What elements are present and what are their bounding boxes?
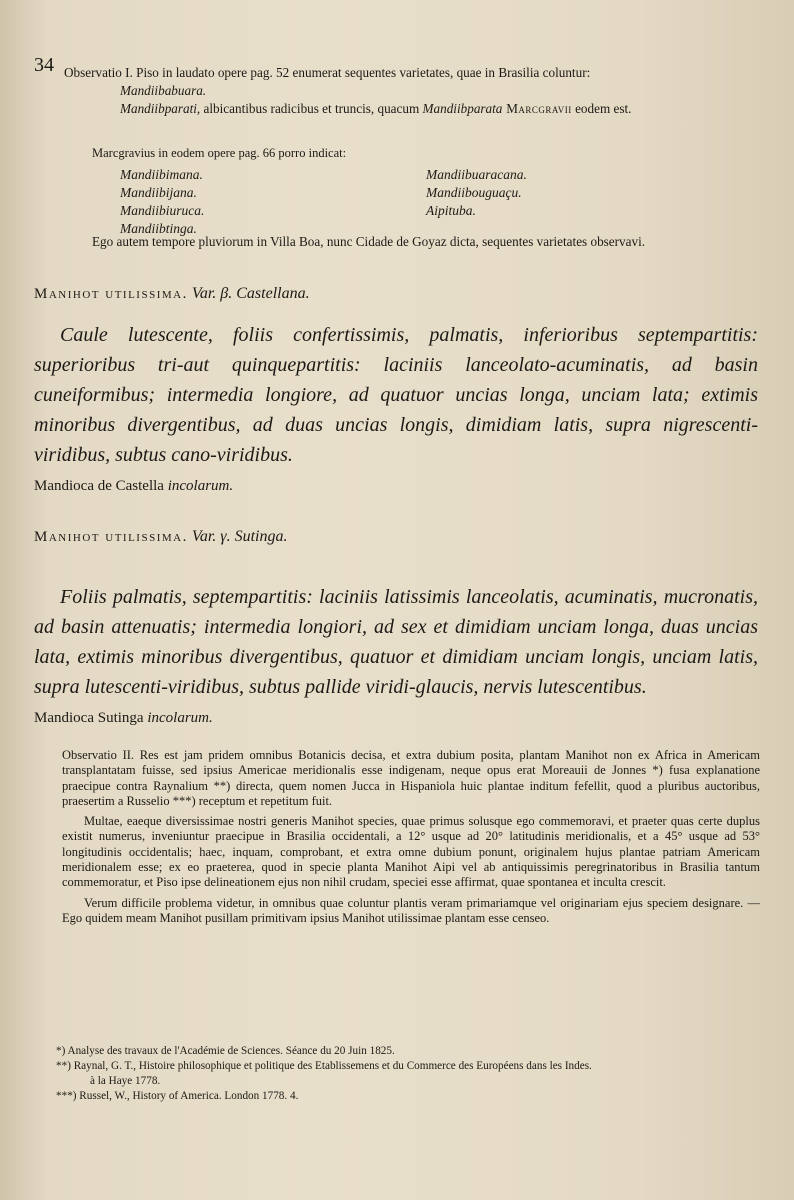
variety-name: Var. γ. Sutinga. xyxy=(187,528,288,545)
variety-line-2-name: Mandiibparati, xyxy=(120,101,201,116)
genus-name: Manihot utilissima. xyxy=(34,286,188,302)
list-item: Mandiibijana. xyxy=(120,185,197,200)
observatio-2-paragraph-1: Observatio II. Res est jam pridem omnibus Botanicis decisa, et extra dubium posita, plantam Manihot non ex Africa in Americam transplantatam fuisse, sed ipsius Americae meridionalis esse indigenam, neque opus erat Moreauii de Jonnes *) fusa explanatione praecipue contra Raynalium **) directa, quem nomen Jucca in Hispaniola huic plantae inditum fefellit, quod a pluribus auctoribus, praesertim a Russelio ***) receptum et repetitum fuit. xyxy=(62,748,760,808)
list-item: Aipituba. xyxy=(426,203,476,218)
variety-line-2-text: albicantibus radicibus et truncis, quacum xyxy=(200,101,423,116)
description-var-gamma: Foliis palmatis, septempartitis: laciniis latissimis lanceolatis, acuminatis, mucronatis, ad basin attenuatis; intermedia longiori, ad sex et dimidiam unciam longa, duas uncias lata, extimis minoribus divergentibus, quatuor et dimidiam unciam longis, unciam latis, supra lutescenti-viridibus, subtus pallide viridi-glaucis, nervis lutescentibus. xyxy=(34,586,758,698)
variety-line-2 xyxy=(64,100,754,118)
variety-line-2-author: Marcgravii xyxy=(502,101,572,116)
incolarum-label: incolarum. xyxy=(143,710,213,726)
footnote-1: *) Analyse des travaux de l'Académie de Sciences. Séance du 20 Juin 1825. xyxy=(56,1045,395,1057)
variety-name: Var. β. Castellana. xyxy=(187,285,310,302)
vernacular-name: Mandioca de Castella xyxy=(34,478,164,494)
list-item: Mandiibuaracana. xyxy=(426,167,527,182)
vernacular-var-gamma xyxy=(34,710,213,727)
heading-var-beta xyxy=(34,285,310,303)
ego-sentence: Ego autem tempore pluviorum in Villa Boa, nunc Cidade de Goyaz dicta, sequentes varietates observavi. xyxy=(92,234,646,249)
description-var-beta: Caule lutescente, foliis confertissimis, palmatis, inferioribus septempartitis: superioribus tri-aut quinquepartitis: laciniis lanceolato-acuminatis, ad basin cuneiformibus; intermedia longiore, ad quatuor uncias longa, unciam lata; extimis minoribus divergentibus, ad duas uncias longis, dimidiam latis, supra nigrescenti-viridibus, subtus cano-viridibus. xyxy=(34,324,758,466)
observatio-1-intro: Observatio I. Piso in laudato opere pag. 52 enumerat sequentes varietates, quae in Brasilia coluntur: xyxy=(64,65,591,80)
list-item: Mandiibimana. xyxy=(120,167,203,182)
heading-var-gamma xyxy=(34,528,287,546)
vernacular-var-beta xyxy=(34,478,233,495)
marcgravius-list xyxy=(120,166,680,238)
vernacular-name: Mandioca Sutinga xyxy=(34,710,144,726)
observatio-2 xyxy=(62,748,760,931)
footnote-2-continued: à la Haye 1778. xyxy=(90,1075,161,1087)
observatio-2-paragraph-3: Verum difficile problema videtur, in omnibus quae coluntur plantis veram primariamque vel originariam ejus speciem designare. — Ego quidem meam Manihot pusillam primitivam ipsius Manihot utilissimae plantam esse censeo. xyxy=(62,895,760,925)
list-item: Mandiibtinga. xyxy=(120,221,197,236)
incolarum-label: incolarum. xyxy=(163,478,234,494)
marcgravius-col-2 xyxy=(426,166,527,238)
variety-line-2-synonym: Mandiibparata xyxy=(422,101,503,116)
footnote-3: ***) Russel, W., History of America. London 1778. 4. xyxy=(56,1090,299,1102)
marcgravius-intro: Marcgravius in eodem opere pag. 66 porro indicat: xyxy=(92,146,347,160)
genus-name: Manihot utilissima. xyxy=(34,529,188,545)
list-item: Mandiibiuruca. xyxy=(120,203,205,218)
observatio-2-paragraph-2: Multae, eaeque diversissimae nostri generis Manihot species, quae primus solusque ego commemoravi, et praeter quas certe duplus existit numerus, inveniuntur praecipue in Brasilia occidentali, a 12° usque ad 20° latitudinis meridionalis, et a 45° usque ad 53° longitudinis occidentalis; haec, inquam, comprobant, et extra omne dubium ponunt, originalem hujus plantae patriam Americam meridionalem esse; ex eo praeterea, quod in specie planta Manihot Aipi vel ab antiquissimis peregrinatoribus in Brasilia tantum commemoratur, et Piso ipse delineationem ejus non nihil crudam, speciei esse affirmat, quae spontanea et inculta crescit. xyxy=(62,814,760,890)
footnotes xyxy=(56,1044,754,1104)
marcgravius-col-1 xyxy=(120,166,426,238)
variety-line-1: Mandiibabuara. xyxy=(120,83,207,98)
variety-line-2-end: eodem est. xyxy=(571,101,632,116)
footnote-2: **) Raynal, G. T., Histoire philosophique et politique des Etablissemens et du Commerce des Européens dans les Indes. xyxy=(56,1060,592,1072)
observatio-1 xyxy=(64,64,754,118)
list-item: Mandiibouguaçu. xyxy=(426,185,522,200)
page-number: 34 xyxy=(34,54,54,76)
